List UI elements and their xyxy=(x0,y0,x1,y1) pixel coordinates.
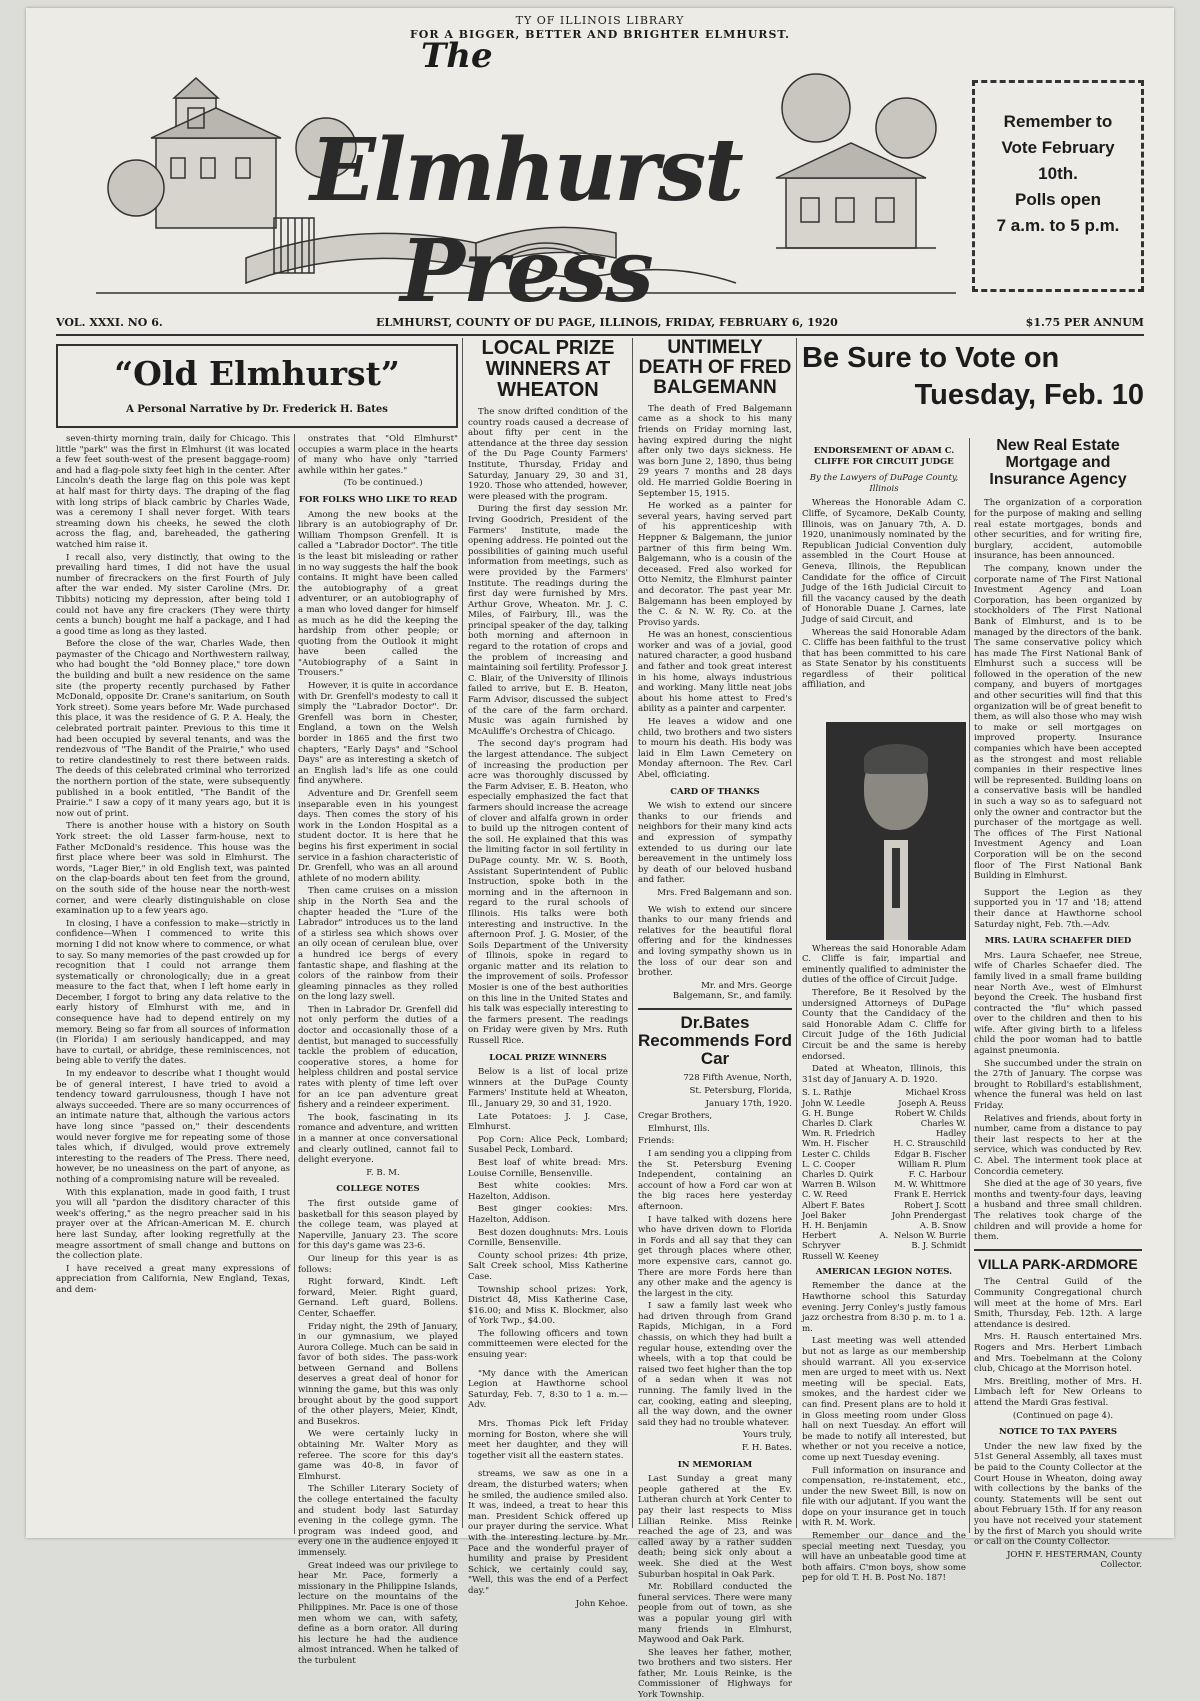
attorney-name: Robert W. Childs xyxy=(895,1107,966,1118)
paragraph: Adventure and Dr. Grenfell seem inseparable even in his youngest days. Then comes the story of his work in the London Hospital as a student doctor. It is here that he begins his first experiment in social service in a fashion characteristic of Dr. Grenfell, who was an all around athlete of no modern ability. xyxy=(298,789,458,884)
attorney-list-left xyxy=(802,1087,888,1260)
paragraph: Relatives and friends, about forty in number, came from a distance to pay their last respects to her at the service, which was conducted by Rev. C. Abel. The interment took place at Concordia cemetery. xyxy=(974,1113,1142,1177)
paragraph: Under the new law fixed by the 51st General Assembly, all taxes must be paid to the County Collector at the Court House in Wheaton, doing away with collections by the banks of the county. Statements will be sent out about February 15th. If for any reason you have not received your statement by the first of March you should write or call on the County Collector. xyxy=(974,1441,1142,1548)
newspaper-page xyxy=(26,8,1174,1701)
headline-bates-ford: Dr.Bates Recommends Ford Car xyxy=(638,1012,792,1068)
paragraph: We wish to extend our sincere thanks to our friends and neighbors for their many kind acts and expression of sympathy extended to us during our late bereavement in the untimely loss by death of our beloved husband and father. xyxy=(638,801,792,886)
attorney-name: Charles D. Clark xyxy=(802,1117,873,1128)
paragraph: Last meeting was well attended but not as large as our membership should warrant. All you ex-service men are urged to meet with us. Next meeting will be special. Eats, smokes, and the hardest cider we can find. Present plans are to hold it in Gloss meeting room under Gloss hall on next Tuesday. An effort will be made to notify all interested, but whether or not you receive a notice, come up next Tuesday evening. xyxy=(802,1336,966,1463)
reminder-line: Remember to xyxy=(1003,112,1113,131)
paragraph: Mrs. Thomas Pick left Friday morning for Boston, where she will meet her daughter, and they will together visit all the eastern states. xyxy=(468,1419,628,1461)
paragraph: Friday night, the 29th of January, in our gymnasium, we played Aurora College. Much can be said in favor of both sides. The pass-work between Gernand and Bollens deserves a great deal of honor for winning the game, but this was only brought about by the good support of the other players, Meier, Kindt, and Busekros. xyxy=(298,1321,458,1427)
paragraph: The snow drifted condition of the country roads caused a decrease of about fifty per cent in the attendance at the three day session of the Du Page County Farmers' Institute, Thursday, Friday and Saturday, January 29, 30 and 31, 1920. Those who attended, however, were pleased with the program. xyxy=(468,407,628,502)
subscription-price: $1.75 PER ANNUM xyxy=(1025,316,1144,329)
column-4 xyxy=(638,337,792,1701)
paragraph: Mr. Robillard conducted the funeral services. There were many people from out of town, as she was a popular young girl with many friends in Elmhurst, Maywood and Oak Park. xyxy=(638,1582,792,1646)
paragraph: We were certainly lucky in obtaining Mr. Walter Mory as referee. The score for this day's game was 40-8, in favor of Elmhurst. xyxy=(298,1429,458,1482)
column-1 xyxy=(56,434,290,1534)
attorney-name: H. C. Strauschild xyxy=(893,1138,966,1149)
paragraph: In closing, I have a confession to make—strictly in confidence—When I commenced to write this morning I did not know where to commence, or what to say. So many memories of the past crowded up for recognition that I could not arrange them systematically or chronologically; due in a great measure to the fact that, when I left home early in December, I forgot to bring any data relative to the early history of Elmhurst with me, and in consequence have had to depend entirely on my memory. Being so far from all sources of information (in Florida) I am seriously handicapped, and may have to curtail, or abridge, these reminiscences, not being able to verify the dates. xyxy=(56,918,290,1067)
paragraph: However, it is quite in accordance with Dr. Grenfell's modesty to call it simply the "Labrador Doctor". Dr. Grenfell was born in Chester, England, a town on the Welsh border in 1865 and the first two chapters, "Early Days" and "School Days" are as interesting a sketch of an English lad's life as one could find anywhere. xyxy=(298,681,458,787)
library-stamp: TY OF ILLINOIS LIBRARY xyxy=(515,14,685,27)
dateline-bar xyxy=(56,314,1144,336)
attorney-name: Nelson W. Burrie xyxy=(893,1230,966,1241)
headline-old-elmhurst: “Old Elmhurst” xyxy=(114,354,400,393)
vote-banner-line: Be Sure to Vote on xyxy=(802,342,1060,374)
paragraph: seven-thirty morning train, daily for Chicago. This little "park" was the first in Elmhurst (it was located a few feet south-west of the present baggage-room) and had a flag-pole sixty feet high in the center. After Lincoln's death the large flag on this pole was kept at half mast for thirty days. The draping of the flag with long strips of black cambric by Charles Wade, was a ceremony I shall never forget. With tears streaming down his cheeks, he sewed the cloth across the flag, and, bareheaded, the gathering watched him raise it. xyxy=(56,434,290,550)
column-6 xyxy=(974,437,1142,1571)
section-heading: FOR FOLKS WHO LIKE TO READ xyxy=(298,494,458,505)
attorney-name: Charles W. Hadley xyxy=(920,1117,966,1139)
paragraph: Remember our dance and the special meeting next Tuesday, you will have an unbeatable good time at both affairs. C'mon boys, show some pep for old T. H. B. Post No. 187! xyxy=(802,1531,966,1584)
paragraph: Great indeed was our privilege to hear Mr. Pace, formerly a missionary in the Philippine Islands, lecture on the mountains of the Philippines. Mr. Pace is one of those men whom we can, with safety, define as a born orator. All during his lecture he had the audience almost intranced. When he talked of the turbulent xyxy=(298,1560,458,1666)
paragraph: The Schiller Literary Society of the college entertained the faculty and student body last Saturday evening in the college gymn. The program was indeed good, and every one in the audience enjoyed it immensely. xyxy=(298,1484,458,1558)
address-line: Cregar Brothers, xyxy=(638,1111,713,1122)
paragraph: I saw a family last week who had driven through from Grand Rapids, Michigan, in a Ford chassis, on which they had built a regular house, extending over the wheels, with a top that could be raised two feet higher than the top of a sedan when it was not running. The family lived in the car, cooking, eating and sleeping, all the way down, and the owner said they had no trouble whatever. xyxy=(638,1301,792,1428)
address-line: January 17th, 1920. xyxy=(705,1098,792,1109)
paragraph: Right forward, Kindt. Left forward, Meier. Right guard, Gernand. Left guard, Bollens. Center, Schaeffer. xyxy=(298,1277,458,1319)
attorney-name: Robert J. Scott xyxy=(904,1199,966,1210)
attorney-name: L. C. Cooper xyxy=(802,1158,856,1169)
paragraph: She died at the age of 30 years, five months and twenty-four days, leaving a husband and three small children. The relatives took charge of the children and will provide a home for them. xyxy=(974,1179,1142,1243)
to-be-continued: (To be continued.) xyxy=(343,478,423,489)
paragraph: Full information on insurance and compensation, re-instatement, etc., under the new Sweet Bill, is now on file with our adjutant. If you want the dope on your insurance get in touch with R. M. Work. xyxy=(802,1465,966,1529)
advertisement: Support the Legion as they supported you in '17 and '18; attend their dance at Hawthorne school Saturday night, Feb. 7th.—Adv. xyxy=(974,887,1142,930)
paragraph: The Central Guild of the Community Congregational church will meet at the home of Mrs. Earl Smith, Thursday, Feb. 12th. A large attendance is desired. xyxy=(974,1277,1142,1330)
paragraph: The death of Fred Balgemann came as a shock to his many friends on Friday morning last, having expired during the night after only two days sickness. He was born June 2, 1890, thus being 29 years 7 months and 28 days old. He married Goldie Boering in September 15, 1915. xyxy=(638,403,792,499)
column-rule xyxy=(632,338,633,1528)
section-heading: NOTICE TO TAX PAYERS xyxy=(998,1427,1118,1438)
attorney-name: Lester C. Childs xyxy=(802,1148,871,1159)
list-item: Best ginger cookies: Mrs. Hazelton, Addison. xyxy=(468,1204,628,1225)
paragraph: Whereas the said Honorable Adam C. Cliffe is fair, impartial and eminently qualified to administer the duties of the office of Circuit Judge. xyxy=(802,943,966,986)
list-item: Township school prizes: York, District 48, Miss Katherine Case, $16.00; and Miss K. Blockmer, also of York Twp., $4.00. xyxy=(468,1284,628,1327)
portrait-tie xyxy=(892,848,900,908)
paragraph: Then came cruises on a mission ship in the North Sea and the chapter headed the "Lure of the Labrador" introduces us to the land of a stirless sea which shows over an oily ocean of cerulean blue, over a hundred ice bergs of every fantastic shape, and flashing at the colors of the rainbow from their gleaming pinnacles as they rolled on the long lazy swell. xyxy=(298,886,458,1003)
signature: F. H. Bates. xyxy=(741,1443,792,1453)
attorney-name: G. H. Bunge xyxy=(802,1107,854,1118)
signature: John Kehoe. xyxy=(575,1598,628,1609)
attorney-name: B. J. Schmidt xyxy=(911,1240,966,1251)
paragraph: During the first day session Mr. Irving Goodrich, President of the Farmers' Institute, made the opening address. He pointed out the possibilities of gaining much useful information from meetings, such as were provided by the Farmers' Institute. The readings during the first day were furnished by Mrs. Arthur Grove, Wheaton. Mr. J. C. Miles, of Fairbury, Ill., was the principal speaker of the day, talking both morning and afternoon in regard to the rotation of crops and the problem of increasing and maintaining soil fertility. Professor J. C. Blair, of the University of Illinois failed to arrive, but E. B. Heaton, Farm Advisor, discussed the subject of the care of the farm orchard. Music was again furnished by McAuliffe's Orchestra of Chicago. xyxy=(468,504,628,737)
signature: JOHN F. HESTERMAN, County Collector. xyxy=(1006,1549,1142,1571)
attorney-name: C. W. Reed xyxy=(802,1189,848,1200)
dateline: ELMHURST, COUNTY OF DU PAGE, ILLINOIS, FRIDAY, FEBRUARY 6, 1920 xyxy=(376,316,838,329)
signature: F. B. M. xyxy=(366,1167,400,1178)
list-item: Best dozen doughnuts: Mrs. Louis Cornille, Bensenville. xyxy=(468,1227,628,1249)
vote-banner xyxy=(802,342,1144,432)
paragraph: He was an honest, conscientious worker and was of a jovial, good natured character, a good husband and father and took great interest in his home, always industrious and working. Many little neat jobs about his home attest to Fred's ability as a painter and carpenter. xyxy=(638,630,792,715)
old-elmhurst-headline-box xyxy=(56,344,458,428)
list-item: Pop Corn: Alice Peck, Lombard; Susabel Peck, Lombard. xyxy=(468,1134,628,1156)
signature: Yours truly, xyxy=(742,1430,792,1441)
reminder-line: Vote February xyxy=(1001,138,1115,157)
advertisement: "My dance with the American Legion at Hawthorne school Saturday, Feb. 7, 8:30 to 1 a. m.—Adv. xyxy=(468,1368,628,1411)
attorney-name: Charles D. Quirk xyxy=(802,1169,874,1179)
list-item: County school prizes: 4th prize, Salt Creek school, Miss Katherine Case. xyxy=(468,1250,628,1282)
continued-note: (Continued on page 4). xyxy=(1012,1410,1114,1421)
list-item: Best loaf of white bread: Mrs. Louise Cornille, Bensenville. xyxy=(468,1157,628,1179)
attorney-name: A. B. Snow xyxy=(919,1220,966,1231)
paragraph: The first outside game of basketball for this season played by the college team, was played at Naperville, January 23. The score for this day's game was 23-6. xyxy=(298,1198,458,1252)
address-line: 728 Fifth Avenue, North, xyxy=(683,1073,792,1084)
attorney-name: Russell W. Keeney xyxy=(802,1250,879,1261)
attorney-name: Herbert A. Schryver xyxy=(802,1230,889,1251)
address-line: Elmhurst, Ills. xyxy=(648,1123,710,1134)
attorney-name: John Prendergast xyxy=(891,1209,966,1220)
attorney-name: Michael Kross xyxy=(905,1087,966,1098)
paragraph: Whereas the said Honorable Adam C. Cliffe has been faithful to the trust that has been committed to his care as State Senator by his constituents regardless of their political affiliation, and xyxy=(802,627,966,691)
paragraph: She succumbed under the strain on the 27th of January. The corpse was brought to Robillard's establishment, whence the funeral was held on last Friday. xyxy=(974,1058,1142,1112)
subheading: By the Lawyers of DuPage County, Illinois xyxy=(809,473,959,494)
column-5 xyxy=(802,438,966,1584)
paragraph: I am sending you a clipping from the St. Petersburg Evening Independent, containing an account of how a Ford car won at the big races here yesterday afternoon. xyxy=(638,1148,792,1212)
reminder-line: Polls open xyxy=(1015,190,1101,209)
paragraph: Remember the dance at the Hawthorne school this Saturday evening. Jerry Conley's justly famous jazz orchestra from 8:30 p. m. to 1 a. m. xyxy=(802,1281,966,1334)
section-heading: COLLEGE NOTES xyxy=(336,1184,420,1195)
paragraph: Mrs. Breitling, mother of Mrs. H. Limbach left for New Orleans to attend the Mardi Gras festival. xyxy=(974,1376,1142,1408)
paragraph: The book, fascinating in its romance and adventure, and written in a manner at once conversational and clearly outlined, cannot fail to delight everyone. xyxy=(298,1112,458,1166)
paragraph: Before the close of the war, Charles Wade, then paymaster of the Chicago and Northwestern railway, who had bought the "old Bonney place," tore down the building and built a new residence on the same site (the property recently purchased by Father McDonald, opposite Dr. Crane's sanitarium, on South York street). Some years before Mr. Wade purchased this place, it was the residence of G. P. A. Healy, the celebrated portrait painter. Previous to this time it had been occupied by several tenants, and was the rendezvous of "The Bandit of the Prairie," who used to retire clandestinely to rest there between raids. The deeds of this celebrated criminal who terrorized the northern portion of the state, were subsequently published in a book entitled, "The Bandit of the Prairie." I saw a copy of it many years ago, but it is now out of print. xyxy=(56,639,290,819)
paragraph: There is another house with a history on South York street: the old Lasser farm-house, next to Father McDonald's residence. This house was the first place where beer was sold in Elmhurst. The words, "Lager Bier," in old English text, was painted on the clap-boards about ten feet from the ground, on the south side of the house near the north-west corner, and were clearly distinguishable on close examination up to a few years ago. xyxy=(56,821,290,917)
column-rule xyxy=(462,338,463,1528)
attorney-list-right xyxy=(888,1087,966,1260)
paragraph: Whereas the Honorable Adam C. Cliffe, of Sycamore, DeKalb County, Illinois, was on January 7th, A. D. 1920, unanimously nominated by the Republican Judicial Convention duly assembled in the Court House at Geneva, Illinois, the Republican Candidate for the office of Circuit Judge of the 16th Judicial Circuit to fill the vacancy caused by the death of Honorable Duane J. Carnes, late Judge of said Circuit, and xyxy=(802,498,966,625)
section-heading: IN MEMORIAM xyxy=(677,1459,753,1470)
column-rule xyxy=(294,434,295,1534)
paragraph: The organization of a corporation for the purpose of making and selling real estate mortgages, bonds and other securities, and for writing fire, burglary, accident, automobile insurance, has been announced. xyxy=(974,498,1142,562)
vote-banner-line: Tuesday, Feb. 10 xyxy=(914,379,1144,411)
list-item: Late Potatoes: J. J. Case, Elmhurst. xyxy=(468,1111,628,1133)
attorney-name: Joseph A. Reuss xyxy=(898,1097,966,1108)
paragraph: Among the new books at the library is an autobiography of Dr. William Thompson Grenfell. It is called a "Labrador Doctor". The title is the least bit misleading or rather in no way suggests the half the book contains. It might have been called the autobiography of a great adventurer, or an autobiography of a man who loved danger for himself as much as he did the keeping the hardship from other people; or quoting from the Outlook it might have been called the "Autobiography of a Saint in Trousers." xyxy=(298,509,458,679)
attorney-name: Joel Baker xyxy=(802,1209,846,1220)
attorney-name: John W. Leedle xyxy=(802,1097,865,1108)
attorney-name: William R. Plum xyxy=(897,1158,966,1169)
adam-cliffe-portrait xyxy=(826,722,966,940)
attorney-name: F. C. Harbour xyxy=(908,1169,966,1179)
column-3 xyxy=(468,337,628,1609)
column-rule xyxy=(796,338,797,1528)
paragraph: Dated at Wheaton, Illinois, this 31st day of January A. D. 1920. xyxy=(802,1064,966,1085)
attorney-name: M. W. Whittmore xyxy=(894,1179,966,1190)
reminder-line: 10th. xyxy=(1038,164,1078,183)
paragraph: onstrates that "Old Elmhurst" occupies a warm place in the hearts of many who have only "tarried awhile within her gates." xyxy=(298,434,458,476)
section-heading: AMERICAN LEGION NOTES. xyxy=(815,1266,953,1277)
paragraph: The second day's program had the largest attendance. The subject of increasing the production per acre was thoroughly discussed by the Farm Adviser, E. B. Heaton, who especially emphasized the fact that farmers should increase the acreage of clover and alfalfa grown in order to build up the nitrogen content of the soil. He explained that this was the limiting factor in soil fertility in DuPage county. Mr. W. S. Booth, Assistant Superintendent of Public Instruction, spoke both in the morning and in the afternoon in regard to the rural schools of Illinois. His talks were both interesting and instructive. In the afternoon Prof. J. G. Mosier, of the Soils Department of the University of Illinois, spoke in regard to organic matter and its relation to the improvement of soils. Professor Mosier is one of the best authorities on this line in the United States and his talk was especially interesting to the farmers present. The readings on Friday were given by Mrs. Ruth Russell Rice. xyxy=(468,739,628,1047)
attorney-name: Wm. H. Fischer xyxy=(802,1138,869,1149)
list-item: The following officers and town committeemen were elected for the ensuing year: xyxy=(468,1328,628,1361)
paragraph: Mrs. Laura Schaefer, nee Streue, wife of Charles Schaefer died. The family lived in a small frame building near North Ave., west of Elmhurst beyond the Creek. The husband first contracted the "flu" which passed over to the children and then to his wife. After giving birth to a lifeless child the poor woman had to battle against pneumonia. xyxy=(974,950,1142,1057)
attorney-name: S. L. Rathje xyxy=(802,1087,852,1098)
column-2 xyxy=(298,434,458,1666)
paragraph: Then in Labrador Dr. Grenfell did not only perform the duties of a doctor and occasionally those of a dentist, but managed to successfully tackle the problem of education, cooperative stores, a home for helpless children and postal service rates with plenty of time left over for an ice pan adventure great fishery and a reindeer experiment. xyxy=(298,1004,458,1111)
paragraph: I have talked with dozens here who have driven down to Florida in Fords and all say that they can get through places where other, more expensive cars, cannot go. There are more Fords here than any other make and the agency is the largest in the city. xyxy=(638,1214,792,1299)
paragraph: Therefore, Be it Resolved by the undersigned Attorneys of DuPage County that the Candidacy of the said Honorable Adam C. Cliffe for Circuit Judge of the 16th Judicial Circuit be and the same is hereby endorsed. xyxy=(802,988,966,1062)
section-heading: CARD OF THANKS xyxy=(670,786,760,797)
paragraph: Below is a list of local prize winners at the DuPage County Farmers' Institute held at Wheaton, Ill., January 29, 30 and 31, 1920. xyxy=(468,1067,628,1109)
headline-untimely-death: UNTIMELY DEATH OF FRED BALGEMANN xyxy=(638,337,792,398)
paragraph: With this explanation, made in good faith, I trust you will all "pardon the disditory character of this week's offering," as the negro preacher said in his prayer over at the African-American M. E. church here last Sunday, after looking regretfully at the meagre assortment of small change and buttons on the collection plate. xyxy=(56,1187,290,1262)
masthead-title: Elmhurst Press xyxy=(310,120,742,322)
paragraph: Mrs. H. Rausch entertained Mrs. Rogers and Mrs. Herbert Limbach and Mrs. Toebelmann at the Colony club, Chicago at the Morrison hotel. xyxy=(974,1332,1142,1375)
attorney-name: Albert F. Bates xyxy=(802,1199,865,1210)
attorney-list xyxy=(802,1087,966,1260)
paragraph: She leaves her father, mother, two brothers and two sisters. Her father, Mr. Louis Reinke, is the Commissioner of Highways for York Township. xyxy=(638,1647,792,1701)
paragraph: I recall also, very distinctly, that owing to the prevailing hard times, I did not have the usual number of firecrackers on the first Fourth of July after the war ended. My sister Caroline (Mrs. Dr. Tibbits) noticing my depression, after being told I could not have any fire crackers (They were thirty cents a bunch) bought me half a package, and I had a good time as long as they lasted. xyxy=(56,552,290,637)
paragraph: He leaves a widow and one child, two brothers and two sisters to mourn his death. His body was laid in Elm Lawn Cemetery on Monday afternoon. The Rev. Carl Abel, officiating. xyxy=(638,717,792,780)
headline-prize-winners: LOCAL PRIZE WINNERS AT WHEATON xyxy=(481,337,615,401)
motto: FOR A BIGGER, BETTER AND BRIGHTER ELMHURST. xyxy=(410,28,790,41)
paragraph: Our lineup for this year is as follows: xyxy=(298,1253,458,1275)
headline-real-estate: New Real Estate Mortgage and Insurance Agency xyxy=(989,437,1127,488)
attorney-name: H. H. Benjamin xyxy=(802,1220,868,1231)
address-line: St. Petersburg, Florida, xyxy=(689,1086,792,1096)
signature: Mr. and Mrs. George Balgemann, Sr., and family. xyxy=(672,980,792,1002)
portrait-hair xyxy=(864,744,928,774)
section-heading: LOCAL PRIZE WINNERS xyxy=(489,1052,607,1063)
paragraph: I have received a great many expressions of appreciation from California, New England, Texas, and dem- xyxy=(56,1263,290,1295)
paragraph: The company, known under the corporate name of The First National Investment Agency and Loan Corporation, has been organized by stockholders of The First National Bank of Elmhurst, and is to be managed by the directors of the bank. The same conservative policy which has made The First National Bank of Elmhurst such a success will be followed in the operation of the new company, and buyers of mortgages and other securities will find that this organization will be of great benefit to them, as will also those who may wish to make or sell mortgages on improved property. Insurance companies which have been accepted as the strongest and most reliable companies in their respective lines will be represented. Building loans on a conservative basis will be handled in such a way so as to safeguard not only the owner and contractor but the purchaser of the mortgage as well. The offices of The First National Investment Agency and Loan Corporation will be on the second floor of The First National Bank Building in Elmhurst. xyxy=(974,563,1142,882)
salutation: Friends: xyxy=(638,1136,675,1147)
volume-number: VOL. XXXI. NO 6. xyxy=(56,316,163,329)
paragraph: In my endeavor to describe what I thought would be of general interest, I have tried to avoid a tendency toward garrulousness, though I have not always succeeded. There are so many occurrences of an intimate nature that, although the various actors have long since "passed on," their descendents would never forgive me for repeating some of those tales which, if divulged, would prove extremely interesting to the readers of The Press. There need, however, be no uneasiness on the part of anyone, as nothing of a compromising nature will be revealed. xyxy=(56,1069,290,1185)
section-heading: ENDORSEMENT OF ADAM C. CLIFFE FOR CIRCUIT JUDGE xyxy=(813,446,955,467)
attorney-name: Wm. R. Friedrich xyxy=(802,1128,876,1139)
reminder-line: 7 a.m. to 5 p.m. xyxy=(996,216,1120,235)
section-heading: MRS. LAURA SCHAEFER DIED xyxy=(984,936,1132,947)
signature: Mrs. Fred Balgemann and son. xyxy=(657,887,792,898)
paragraph: We wish to extend our sincere thanks to our many friends and relatives for the beautiful floral offering and for the kindnesses and loving sympathy shown us in the loss of our dear son and brother. xyxy=(638,904,792,979)
byline: A Personal Narrative by Dr. Frederick H. Bates xyxy=(126,404,388,415)
attorney-name: Frank E. Herrick xyxy=(893,1189,966,1200)
masthead-the: The xyxy=(421,36,493,76)
paragraph: streams, we saw as one in a dream, the disturbed waters; when he smiled, the audience smiled also. It was, indeed, a treat to hear this man. President Schick offered up our prayer during the service. What with the interesting lecture by Mr. Pace and the wonderful prayer of humility and praise by President Schick, we certainly could say, "Well, this was the end of a Perfect day." xyxy=(468,1469,628,1596)
attorney-name: Edgar B. Fischer xyxy=(894,1148,966,1159)
vote-reminder-box xyxy=(972,80,1144,292)
list-item: Best white cookies: Mrs. Hazelton, Addison. xyxy=(468,1181,628,1202)
column-rule xyxy=(969,438,970,1533)
attorney-name: Warren B. Wilson xyxy=(802,1179,876,1190)
paragraph: Last Sunday a great many people gathered at the Ev. Lutheran church at York Center to pay their last respects to Miss Lillian Reinke. Miss Reinke reached the age of 23, and was called away by a rather sudden death; being sick only about a week. She died at the West Suburban hospital in Oak Park. xyxy=(638,1474,792,1580)
headline-villa-park: VILLA PARK-ARDMORE xyxy=(978,1255,1138,1272)
paragraph: He worked as a painter for several years, having served part of his apprenticeship with Heppner & Balgemann, the junior partner of this firm being Wm. Balgemann, who is a cousin of the deceased. Fred also worked for Otto Nemitz, the Elmhurst painter and decorator. The past year Mr. Balgemann has been employed by the C. & N. W. Ry. Co. at the Proviso yards. xyxy=(638,501,792,628)
